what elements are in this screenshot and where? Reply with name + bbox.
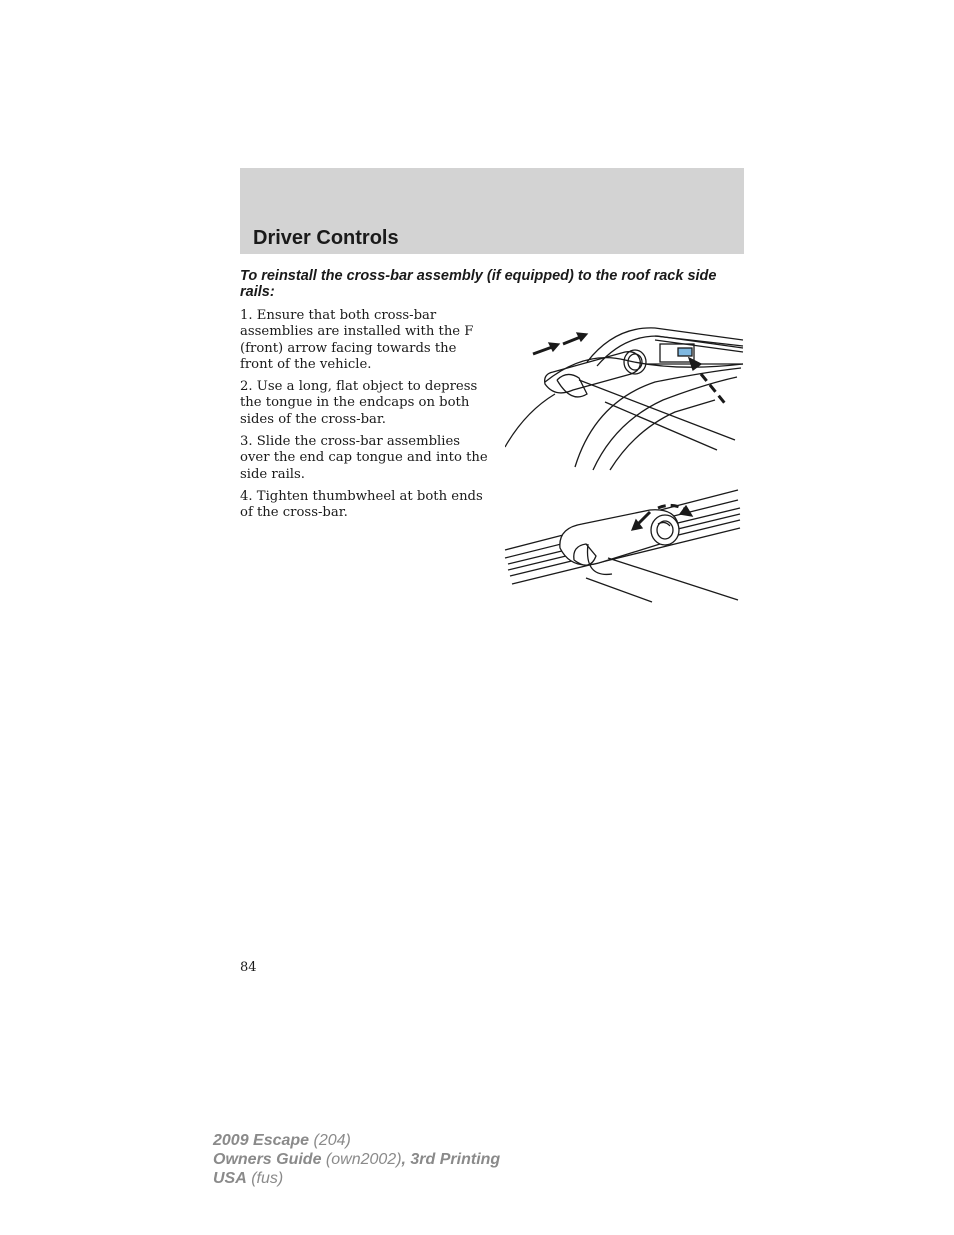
footer-line-market	[213, 1169, 500, 1188]
footer-model: 2009 Escape	[213, 1132, 310, 1149]
footer-line-model	[213, 1131, 500, 1150]
procedure-steps	[240, 308, 492, 528]
document-footer	[213, 1131, 500, 1188]
step-3: 3. Slide the cross-bar assemblies over the end cap tongue and into the side rails.	[240, 434, 488, 482]
page-number: 84	[240, 960, 257, 975]
footer-model-code: (204)	[309, 1132, 351, 1149]
procedure-heading: To reinstall the cross-bar assembly (if equipped) to the roof rack side rails:	[240, 268, 717, 300]
footer-market: USA	[213, 1170, 247, 1187]
step-1: 1. Ensure that both cross-bar assemblies are installed with the F (front) arrow facing towards the front of the vehicle.	[240, 308, 474, 372]
footer-printing: , 3rd Printing	[401, 1151, 501, 1168]
crossbar-insertion-illustration	[505, 322, 745, 472]
thumbwheel-tightening-illustration	[500, 488, 745, 606]
footer-line-guide	[213, 1150, 500, 1169]
footer-guide: Owners Guide	[213, 1151, 322, 1168]
footer-guide-code: (own2002)	[321, 1151, 402, 1168]
section-title: Driver Controls	[253, 227, 399, 249]
step-4: 4. Tighten thumbwheel at both ends of the cross-bar.	[240, 488, 483, 521]
footer-market-code: (fus)	[246, 1170, 284, 1187]
step-2: 2. Use a long, flat object to depress the tongue in the endcaps on both sides of the cross-bar.	[240, 379, 478, 427]
